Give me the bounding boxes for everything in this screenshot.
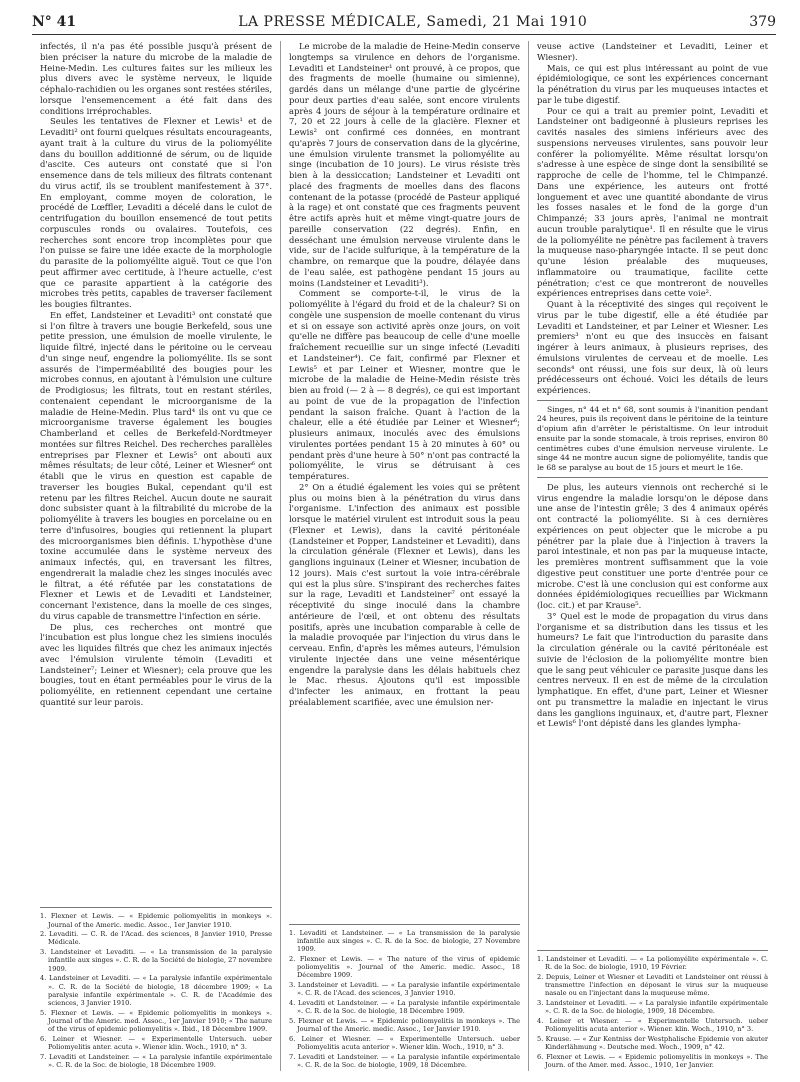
paragraph: De plus, ces recherches ont montré que l'incubation est plus longue chez les simiens inoculés avec les liquides filtrés que chez les animaux injectés avec l'émulsion virulente témoin (Levaditi et Landsteiner⁷; Leiner et Wiesner); cela prouve que les bougies, tout en étant perméables pour le virus de la poliomyélite, en retiennent cependant une certaine quantité sur leur parois. [40, 621, 272, 707]
footnote: 3. Landsteiner et Levaditi. — « La paralysie infantile expérimentale ». C. R. de l'Acad. des sciences, 3 Janvier 1910. [289, 981, 520, 998]
paragraph: 3° Quel est le mode de propagation du virus dans l'organisme et sa distribution dans les tissus et les humeurs? Le fait que l'introduction du parasite dans la circulation générale ou la cavité péritonéale est suivie de l'éclosion de la poliomyélite montre bien que le sang peut véhiculer ce parasite jusque dans les centres nerveux. Il en est de même de la circulation lymphatique. En effet, d'une part, Leiner et Wiesner ont pu transmettre la maladie en injectant le virus dans les ganglions inguinaux, et, d'autre part, Flexner et Lewis⁶ l'ont dépisté dans les glandes lympha- [537, 610, 768, 729]
footnote: 6. Leiner et Wiesner. — « Experimentelle Untersuch. ueber Poliomyelitis acuta anterior ». Wiener klin. Woch., 1910, n° 3. [289, 1035, 520, 1052]
paragraph: En effet, Landsteiner et Levaditi³ ont constaté que si l'on filtre à travers une bougie Berkefeld, sous une petite pression, une émulsion de moelle virulente, le liquide filtré, injecté dans le péritoine ou le cerveau d'un singe neuf, engendre la poliomyélite. Ils se sont assurés de l'imperméabilité des bougies pour les microbes connus, en ajoutant à l'émulsion une culture de Prodigiosus; les filtrats, tout en restant stériles, contenaient cependant le microorganisme de la maladie de Heine-Medin. Plus tard⁴ ils ont vu que ce microorganisme traverse également les bougies Chamberland et celles de Berkefeld-Nordtmeyer montées sur filtres Reichel. Des recherches parallèles entreprises par Flexner et Lewis⁵ ont abouti aux mêmes résultats; de leur côté, Leiner et Wiesner⁶ ont établi que le virus en question est capable de traverser les bougies Bukal, cependant qu'il est retenu par les filtres Reichel. Aucun doute ne saurait donc subsister quant à la filtrabilité du microbe de la poliomyélite à travers les bougies en porcelaine ou en terre d'infusoires, bougies qui retiennent la plupart des microorganismes bien définis. L'hypothèse d'une toxine accumulée dans le système nerveux des animaux infectés, qui, en traversant les filtres, engendrerait la maladie chez les singes inoculés avec le filtrat, a été réfutée par les constatations de Flexner et Lewis et de Levaditi et Landsteiner, concernant l'existence, dans la moelle de ces singes, du virus capable de transmettre l'infection en série. [40, 309, 272, 621]
footnote: 6. Flexner et Lewis. — « Epidemic poliomyelitis in monkeys ». The Journ. of the Amer. med. Assoc., 1910, 1er Janvier. [537, 1053, 768, 1070]
paragraph: infectés, il n'a pas été possible jusqu'à présent de bien préciser la nature du microbe de la maladie de Heine-Medin. Les cultures faites sur les milieux les plus divers avec le système nerveux, le liquide céphalo-rachidien ou les organes sont restées stériles, lorsque l'ensemencement a été fait dans des conditions irréprochables. [40, 41, 272, 116]
page-header [32, 14, 776, 35]
divider [537, 400, 768, 401]
column-2 [280, 41, 528, 1071]
footnote: 3. Landsteiner et Levaditi. — « La transmission de la paralysie infantile aux singes ». C. R. de la Société de biologie, 27 novembre 1909. [40, 948, 272, 973]
column-2-footnotes [289, 924, 520, 1071]
footnote: 6. Leiner et Wiesner. — « Experimentelle Untersuch. ueber Poliomyelitis anter. acuta ». Wiener klin. Woch., 1910, n° 3. [40, 1035, 272, 1052]
paragraph: De plus, les auteurs viennois ont recherché si le virus engendre la maladie lorsqu'on le dépose dans une anse de l'intestin grêle; 3 des 4 animaux opérés ont contracté la poliomyélite. Si à ces dernières expériences on peut objecter que le microbe a pu pénétrer par la plaie due à l'injection à travers la paroi intestinale, et non pas par la muqueuse intacte, les premières montrent suffisamment que la voie digestive peut constituer une porte d'entrée pour ce microbe. C'est là une conclusion qui est conforme aux données épidémiologiques recueillies par Wickmann (loc. cit.) et par Krause⁵. [537, 481, 768, 611]
issue-number: N° 41 [32, 14, 77, 30]
footnote: 1. Flexner et Lewis. — « Epidemic poliomyelitis in monkeys ». Journal of the Americ. medic. Assoc., 1er Janvier 1910. [40, 912, 272, 929]
experiment-details: Singes, n° 44 et n° 68, sont soumis à l'inanition pendant 24 heures, puis ils reçoivent dans le péritoine de la teinture d'opium afin d'arrêter le péristaltisme. On leur introduit ensuite par la sonde stomacale, à trois reprises, environ 80 centimètres cubes d'une émulsion nerveuse virulente. Le singe 44 ne montre aucun signe de poliomyélite, tandis que le 68 se paralyse au bout de 15 jours et meurt le 16e. [537, 404, 768, 473]
column-1-body [40, 41, 272, 907]
footnote: 2. Levaditi. — C. R. de l'Acad. des sciences, 8 Janvier 1910, Presse Médicale. [40, 930, 272, 947]
journal-title: LA PRESSE MÉDICALE, Samedi, 21 Mai 1910 [238, 14, 588, 30]
column-2-body [289, 41, 520, 924]
paragraph: Seules les tentatives de Flexner et Lewis¹ et de Levaditi² ont fourni quelques résultats encourageants, ayant trait à la culture du virus de la poliomyélite dans du bouillon additionné de sérum, ou de liquide d'ascite. Ces auteurs ont constaté que si l'on ensemence dans de tels milieux des filtrats contenant du virus actif, ils se troublent manifestement à 37°. En employant, comme moyen de coloration, le procédé de Lœffler, Levaditi a décelé dans le culot de centrifugation du bouillon ensemencé de tout petits corpuscules ronds ou ovalaires. Toutefois, ces recherches sont encore trop incomplètes pour que l'on puisse se faire une idée exacte de la morphologie du parasite de la poliomyélite aiguë. Tout ce que l'on peut affirmer avec certitude, à l'heure actuelle, c'est que ce parasite appartient à la catégorie des microbes très petits, capables de traverser facilement les bougies filtrantes. [40, 116, 272, 309]
column-3 [528, 41, 776, 1071]
paragraph: Mais, ce qui est plus intéressant au point de vue épidémiologique, ce sont les expériences concernant la pénétration du virus par les muqueuses intactes et par le tube digestif. [537, 62, 768, 105]
paragraph: Comment se comporte-t-il, le virus de la poliomyélite à l'égard du froid et de la chaleur? Si on congèle une suspension de moelle contenant du virus et si on essaye son activité après onze jours, on voit qu'elle ne diffère pas beaucoup de celle d'une moelle fraîchement recueillie sur un singe infecté (Levaditi et Landsteiner⁴). Ce fait, confirmé par Flexner et Lewis⁵ et par Leiner et Wiesner, montre que le microbe de la maladie de Heine-Medin résiste très bien au froid (— 2 à — 8 degrés), ce qui est important au point de vue de la propagation de l'infection pendant la saison fraîche. Quant à l'action de la chaleur, elle a été étudiée par Leiner et Wiesner⁶; plusieurs animaux, inoculés avec des émulsions virulentes portées pendant 15 à 20 minutes à 60° ou pendant près d'une heure à 50° n'ont pas contracté la poliomyélite, le virus se détruisant à ces températures. [289, 288, 520, 481]
footnote: 4. Landsteiner et Levaditi. — « La paralysie infantile expérimentale ». C. R. de la Société de biologie, 18 décembre 1909; « La paralysie infantile expérimentale ». C. R. de l'Académie des sciences, 3 Janvier 1910. [40, 974, 272, 1008]
footnote: 1. Levaditi et Landsteiner. — « La transmission de la paralysie infantile aux singes ». C. R. de la Soc. de biologie, 27 Novembre 1909. [289, 928, 520, 954]
footnote: 1. Landsteiner et Levaditi. — « La poliomyélite expérimentale ». C. R. de la Soc. de biologie, 1910, 19 Février. [537, 954, 768, 972]
footnote: 5. Flexner et Lewis. — « Epidemic poliomyelitis in monkeys ». Journal of the Americ. med. Assoc., 1er Janvier 1910; « The nature of the virus of epidemic poliomyelitis ». Ibid., 18 Décembre 1909. [40, 1008, 272, 1034]
footnote: 2. Depuis, Leiner et Wiesner et Levaditi et Landsteiner ont réussi à transmettre l'infection en déposant le virus sur la muqueuse nasale ou en l'injectant dans la muqueuse même. [537, 972, 768, 998]
paragraph: Le microbe de la maladie de Heine-Medin conserve longtemps sa virulence en dehors de l'organisme. Levaditi et Landsteiner¹ ont prouvé, à ce propos, que des fragments de moelle (humaine ou simienne), gardés dans un mélange d'une partie de glycérine pour deux parties d'eau salée, sont encore virulents après 4 jours de séjour à la température ordinaire et 7, 20 et 22 jours à celle de la glacière. Flexner et Lewis² ont confirmé ces données, en montrant qu'après 7 jours de conservation dans de la glycérine, une émulsion virulente transmet la poliomyélite au singe (incubation de 10 jours). Le virus résiste très bien à la dessiccation; Landsteiner et Levaditi ont placé des fragments de moelles dans des flacons contenant de la potasse (procédé de Pasteur appliqué à la rage) et ont constaté que ces fragments peuvent être actifs après huit et même vingt-quatre jours de pareille conservation (22 degrés). Enfin, en desséchant une émulsion nerveuse virulente dans le vide, sur de l'acide sulfurique, à la température de la chambre, on remarque que la poudre, délayée dans de l'eau salée, est pathogène pendant 15 jours au moins (Landsteiner et Levaditi³). [289, 41, 520, 288]
footnote: 7. Levaditi et Landsteiner. — « La paralysie infantile expérimentale ». C. R. de la Soc. de biologie, 1909, 18 Décembre. [289, 1053, 520, 1070]
column-1-footnotes [40, 907, 272, 1071]
column-1 [32, 41, 280, 1071]
paragraph: veuse active (Landsteiner et Levaditi, Leiner et Wiesner). [537, 41, 768, 62]
footnote: 5. Krause. — « Zur Kentniss der Westphalische Epidemie von akuter Kinderlähmung ». Deutsche med. Woch., 1909, n° 42. [537, 1035, 768, 1052]
paragraph: 2° On a étudié également les voies qui se prêtent plus ou moins bien à la pénétration du virus dans l'organisme. L'infection des animaux est possible lorsque le matériel virulent est introduit sous la peau (Flexner et Lewis), dans la cavité péritonéale (Landsteiner et Popper, Landsteiner et Levaditi), dans la circulation générale (Flexner et Lewis), dans les ganglions inguinaux (Leiner et Wiesner, incubation de 12 jours). Mais c'est surtout la voie intra-cérébrale qui est la plus sûre. S'inspirant des recherches faites sur la rage, Levaditi et Landsteiner⁷ ont essayé la réceptivité du singe inoculé dans la chambre antérieure de l'œil, et ont obtenu des résultats positifs, après une incubation comparable à celle de la maladie provoquée par l'injection du virus dans le cerveau. Enfin, d'après les mêmes auteurs, l'émulsion virulente injectée dans une veine mésentérique engendre la paralysie dans les délais habituels chez le Mac. rhesus. Ajoutons qu'il est impossible d'infecter les animaux, en frottant la peau préalablement scarifiée, avec une émulsion ner- [289, 481, 520, 707]
footnote: 5. Flexner et Lewis. — « Epidemic poliomyelitis in monkeys ». The Journal of the Americ. medic. Assoc., 1er Janvier 1910. [289, 1017, 520, 1034]
page-number: 379 [749, 14, 776, 30]
paragraph: Pour ce qui a trait au premier point, Levaditi et Landsteiner ont badigeonné à plusieurs reprises les cavités nasales des simiens inférieurs avec des suspensions nerveuses virulentes, sans pouvoir leur conférer la poliomyélite. Même résultat lorsqu'on s'adresse à une espèce de singe dont la sensibilité se rapproche de celle de l'homme, tel le Chimpanzé. Dans une expérience, les auteurs ont frotté longuement et avec une quantité abondante de virus les fosses nasales et le fond de la gorge d'un Chimpanzé; 33 jours après, l'animal ne montrait aucun trouble paralytique¹. Il en résulte que le virus de la poliomyélite ne pénètre pas facilement à travers la muqueuse naso-pharyngée intacte. Il se peut donc qu'une lésion préalable des muqueuses, inflammatoire ou traumatique, facilite cette pénétration; c'est ce que montreront de nouvelles expériences entreprises dans cette voie². [537, 105, 768, 299]
footnote: 3. Landsteiner et Levaditi. — « La paralysie infantile expérimentale ». C. R. de la Soc. de biologie, 1909, 18 Décembre. [537, 999, 768, 1016]
paragraph: Quant à la réceptivité des singes qui reçoivent le virus par le tube digestif, elle a été étudiée par Levaditi et Landsteiner, et par Leiner et Wiesner. Les premiers³ n'ont eu que des insuccès en faisant ingérer à leurs animaux, à plusieurs reprises, des émulsions virulentes de cerveau et de moelle. Les seconds⁴ ont réussi, une fois sur deux, là où leurs prédécesseurs ont échoué. Voici les détails de leurs expériences. [537, 299, 768, 395]
footnote: 4. Leiner et Wiesner. — « Experimentelle Untersuch. ueber Poliomyelitis acuta anterior ». Wiener. klin. Woch., 1910, n° 3. [537, 1017, 768, 1034]
divider [537, 477, 768, 478]
column-3-footnotes [537, 950, 768, 1071]
column-3-body [537, 41, 768, 950]
footnote: 4. Levaditi et Landsteiner. — « La paralysie infantile expérimentale ». C. R. de la Soc. de biologie, 18 Décembre 1909. [289, 999, 520, 1016]
columns [32, 41, 776, 1071]
footnote: 7. Levaditi et Landsteiner. — « La paralysie infantile expérimentale ». C. R. de la Soc. de biologie, 18 Décembre 1909. [40, 1053, 272, 1070]
footnote: 2. Flexner et Lewis. — « The nature of the virus of epidemic poliomyelitis ». Journal of the Americ. medic. Assoc., 18 Décembre 1909. [289, 954, 520, 980]
